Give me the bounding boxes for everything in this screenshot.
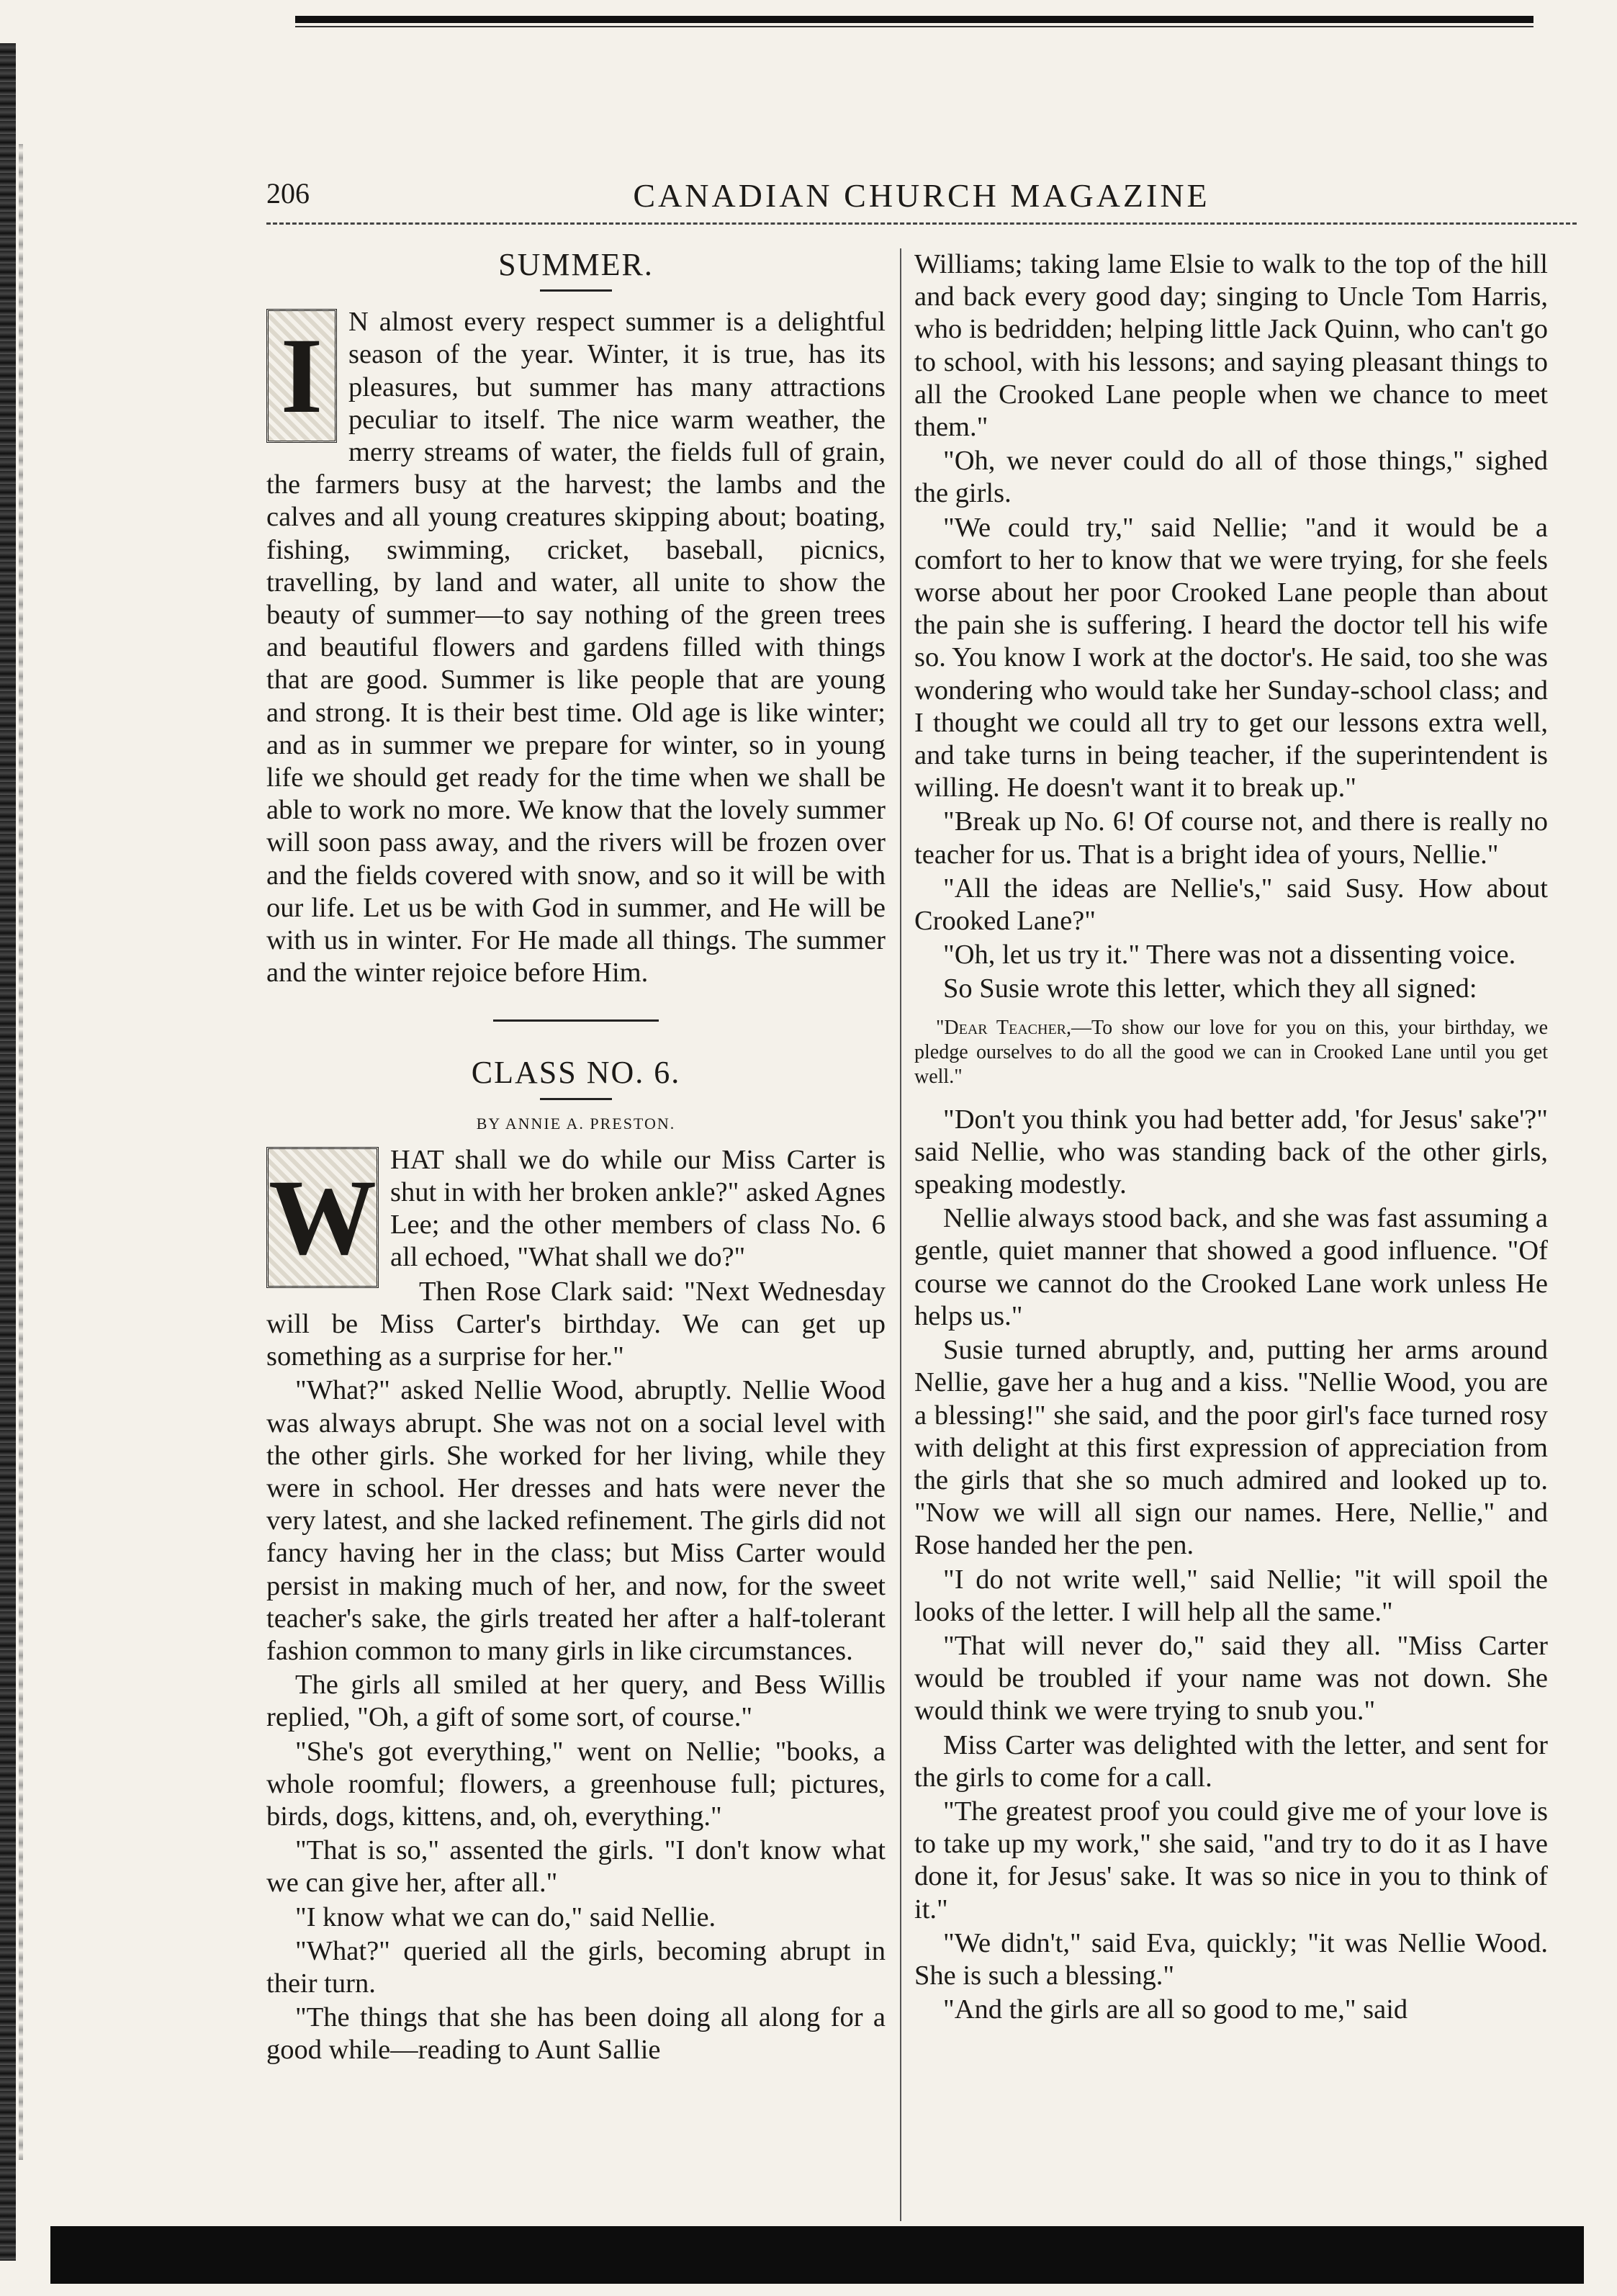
paragraph: "Break up No. 6! Of course not, and there is really no teacher for us. That is a bright idea of yours, Nellie." (914, 806, 1548, 870)
left-column (266, 248, 886, 2221)
page-number: 206 (266, 177, 310, 210)
top-rule (295, 16, 1533, 23)
binding-edge-shadow (19, 144, 23, 2160)
title-rule (540, 289, 612, 292)
paragraph: "She's got everything," went on Nellie; "books, a whole roomful; flowers, a greenhouse full; pictures, birds, dogs, kittens, and, oh, everything." (266, 1736, 886, 1832)
paragraph: Then Rose Clark said: "Next Wednesday will be Miss Carter's birthday. We can get up something as a surprise for her." (266, 1276, 886, 1372)
header-rule (266, 222, 1577, 225)
paragraph: "The things that she has been doing all along for a good while—reading to Aunt Sallie (266, 2002, 886, 2066)
paragraph: "The greatest proof you could give me of your love is to take up my work," she said, "and try to do it as I have done it, for Jesus' sake. It was so nice in you to think of it." (914, 1796, 1548, 1924)
paragraph: "What?" asked Nellie Wood, abruptly. Nellie Wood was always abrupt. She was not on a social level with the other girls. She worked for her living, while they were in school. Her dresses and hats were never the very latest, and she lacked refinement. The girls did not fancy having her in the class; but Miss Carter would persist in making much of her, and now, for the sweet teacher's sake, the girls treated her after a half-tolerant fashion common to many girls in like circumstances. (266, 1375, 886, 1666)
drop-cap: W (266, 1147, 379, 1288)
paragraph: Williams; taking lame Elsie to walk to the top of the hill and back every good day; singing to Uncle Tom Harris, who is bedridden; helping little Jack Quinn, who can't go to school, with his lessons; and saying pleasant things to all the Crooked Lane people when we chance to meet them." (914, 249, 1548, 443)
binding-edge (0, 43, 16, 2261)
paragraph: "What?" queried all the girls, becoming abrupt in their turn. (266, 1935, 886, 1999)
letter-salutation: "Dear Teacher, (936, 1016, 1072, 1039)
paragraph: "And the girls are all so good to me," said (943, 1994, 1408, 2025)
paragraph: "That is so," assented the girls. "I don't know what we can give her, after all." (266, 1835, 886, 1899)
paragraph: "Don't you think you had better add, 'for Jesus' sake'?" said Nellie, who was standing back of the other girls, speaking modestly. (914, 1104, 1548, 1200)
column-divider (900, 248, 901, 2221)
bottom-scan-bar (50, 2226, 1584, 2284)
paragraph: "All the ideas are Nellie's," said Susy. How about Crooked Lane?" (914, 873, 1548, 937)
byline: BY ANNIE A. PRESTON. (476, 1114, 676, 1133)
paragraph: So Susie wrote this letter, which they all signed: (943, 973, 1477, 1004)
paragraph: The girls all smiled at her query, and Bess Willis replied, "Oh, a gift of some sort, of course." (266, 1670, 886, 1733)
right-column (914, 248, 1548, 2221)
section-divider (493, 1019, 659, 1022)
summer-title: SUMMER. (498, 248, 654, 282)
paragraph: "Oh, let us try it." There was not a dissenting voice. (943, 940, 1516, 971)
top-rule-thin (295, 26, 1533, 27)
title-rule (540, 1098, 612, 1100)
drop-cap: I (266, 309, 337, 443)
paragraph: Nellie always stood back, and she was fast assuming a gentle, quiet manner that showed a good influence. "Of course we cannot do the Crooked Lane work unless He helps us." (914, 1203, 1548, 1331)
paragraph: N almost every respect summer is a delightful season of the year. Winter, it is true, has its pleasures, but summer has many attractions peculiar to itself. The nice warm weather, the merry streams of water, the fields full of grain, the farmers busy at the harvest; the lambs and the calves and all young creatures skipping about; boating, fishing, swimming, cricket, baseball, picnics, travelling, by land and water, all unite to show the beauty of summer—to say nothing of the green trees and beautiful flowers and gardens filled with things that are good. Summer is like people that are young and strong. It is their best time. Old age is like winter; and as in summer we prepare for winter, so in young life we should get ready for the time when we shall be able to work no more. We know that the lovely summer will soon pass away, and the rivers will be frozen over and the fields covered with snow, and so it will be with our life. Let us be with God in summer, and He will be with us in winter. For He made all things. The summer and the winter rejoice before Him. (266, 307, 886, 989)
paragraph: "We could try," said Nellie; "and it would be a comfort to her to know that we were trying, for she feels worse about her poor Crooked Lane people than about the pain she is suffering. I heard the doctor tell his wife so. You know I work at the doctor's. He said, too she was wondering who would take her Sunday-school class; and I thought we could all try to get our lessons extra well, and take turns in being teacher, if the superintendent is willing. He doesn't want it to break up." (914, 512, 1548, 803)
paragraph: Susie turned abruptly, and, putting her arms around Nellie, gave her a hug and a kiss. "Nellie Wood, you are a blessing!" she said, and the poor girl's face turned rosy with delight at this first expression of appreciation from the girls that she so much admired and looked up to. "Now we will all sign our names. Here, Nellie," and Rose handed her the pen. (914, 1335, 1548, 1561)
paragraph: "I know what we can do," said Nellie. (295, 1901, 716, 1932)
paragraph: Miss Carter was delighted with the letter, and sent for the girls to come for a call. (914, 1729, 1548, 1793)
page-header (266, 176, 1577, 220)
paragraph: "We didn't," said Eva, quickly; "it was Nellie Wood. She is such a blessing." (914, 1927, 1548, 1991)
paragraph: HAT shall we do while our Miss Carter is shut in with her broken ankle?" asked Agnes Lee; and the other members of class No. 6 all echoed, "What shall we do?" (390, 1144, 886, 1273)
paragraph: "Oh, we never could do all of those things," sighed the girls. (914, 446, 1548, 509)
paragraph: "I do not write well," said Nellie; "it will spoil the looks of the letter. I will help all the same." (914, 1564, 1548, 1627)
letter-body: —To show our love for you on this, your birthday, we pledge ourselves to do all the good we can in Crooked Lane until you get well." (914, 1016, 1548, 1088)
letter-text (914, 1016, 1548, 1089)
paragraph: "That will never do," said they all. "Miss Carter would be troubled if your name was not down. She would think we were trying to snub you." (914, 1630, 1548, 1726)
running-title: CANADIAN CHURCH MAGAZINE (633, 177, 1210, 214)
class-title: CLASS NO. 6. (471, 1055, 681, 1091)
